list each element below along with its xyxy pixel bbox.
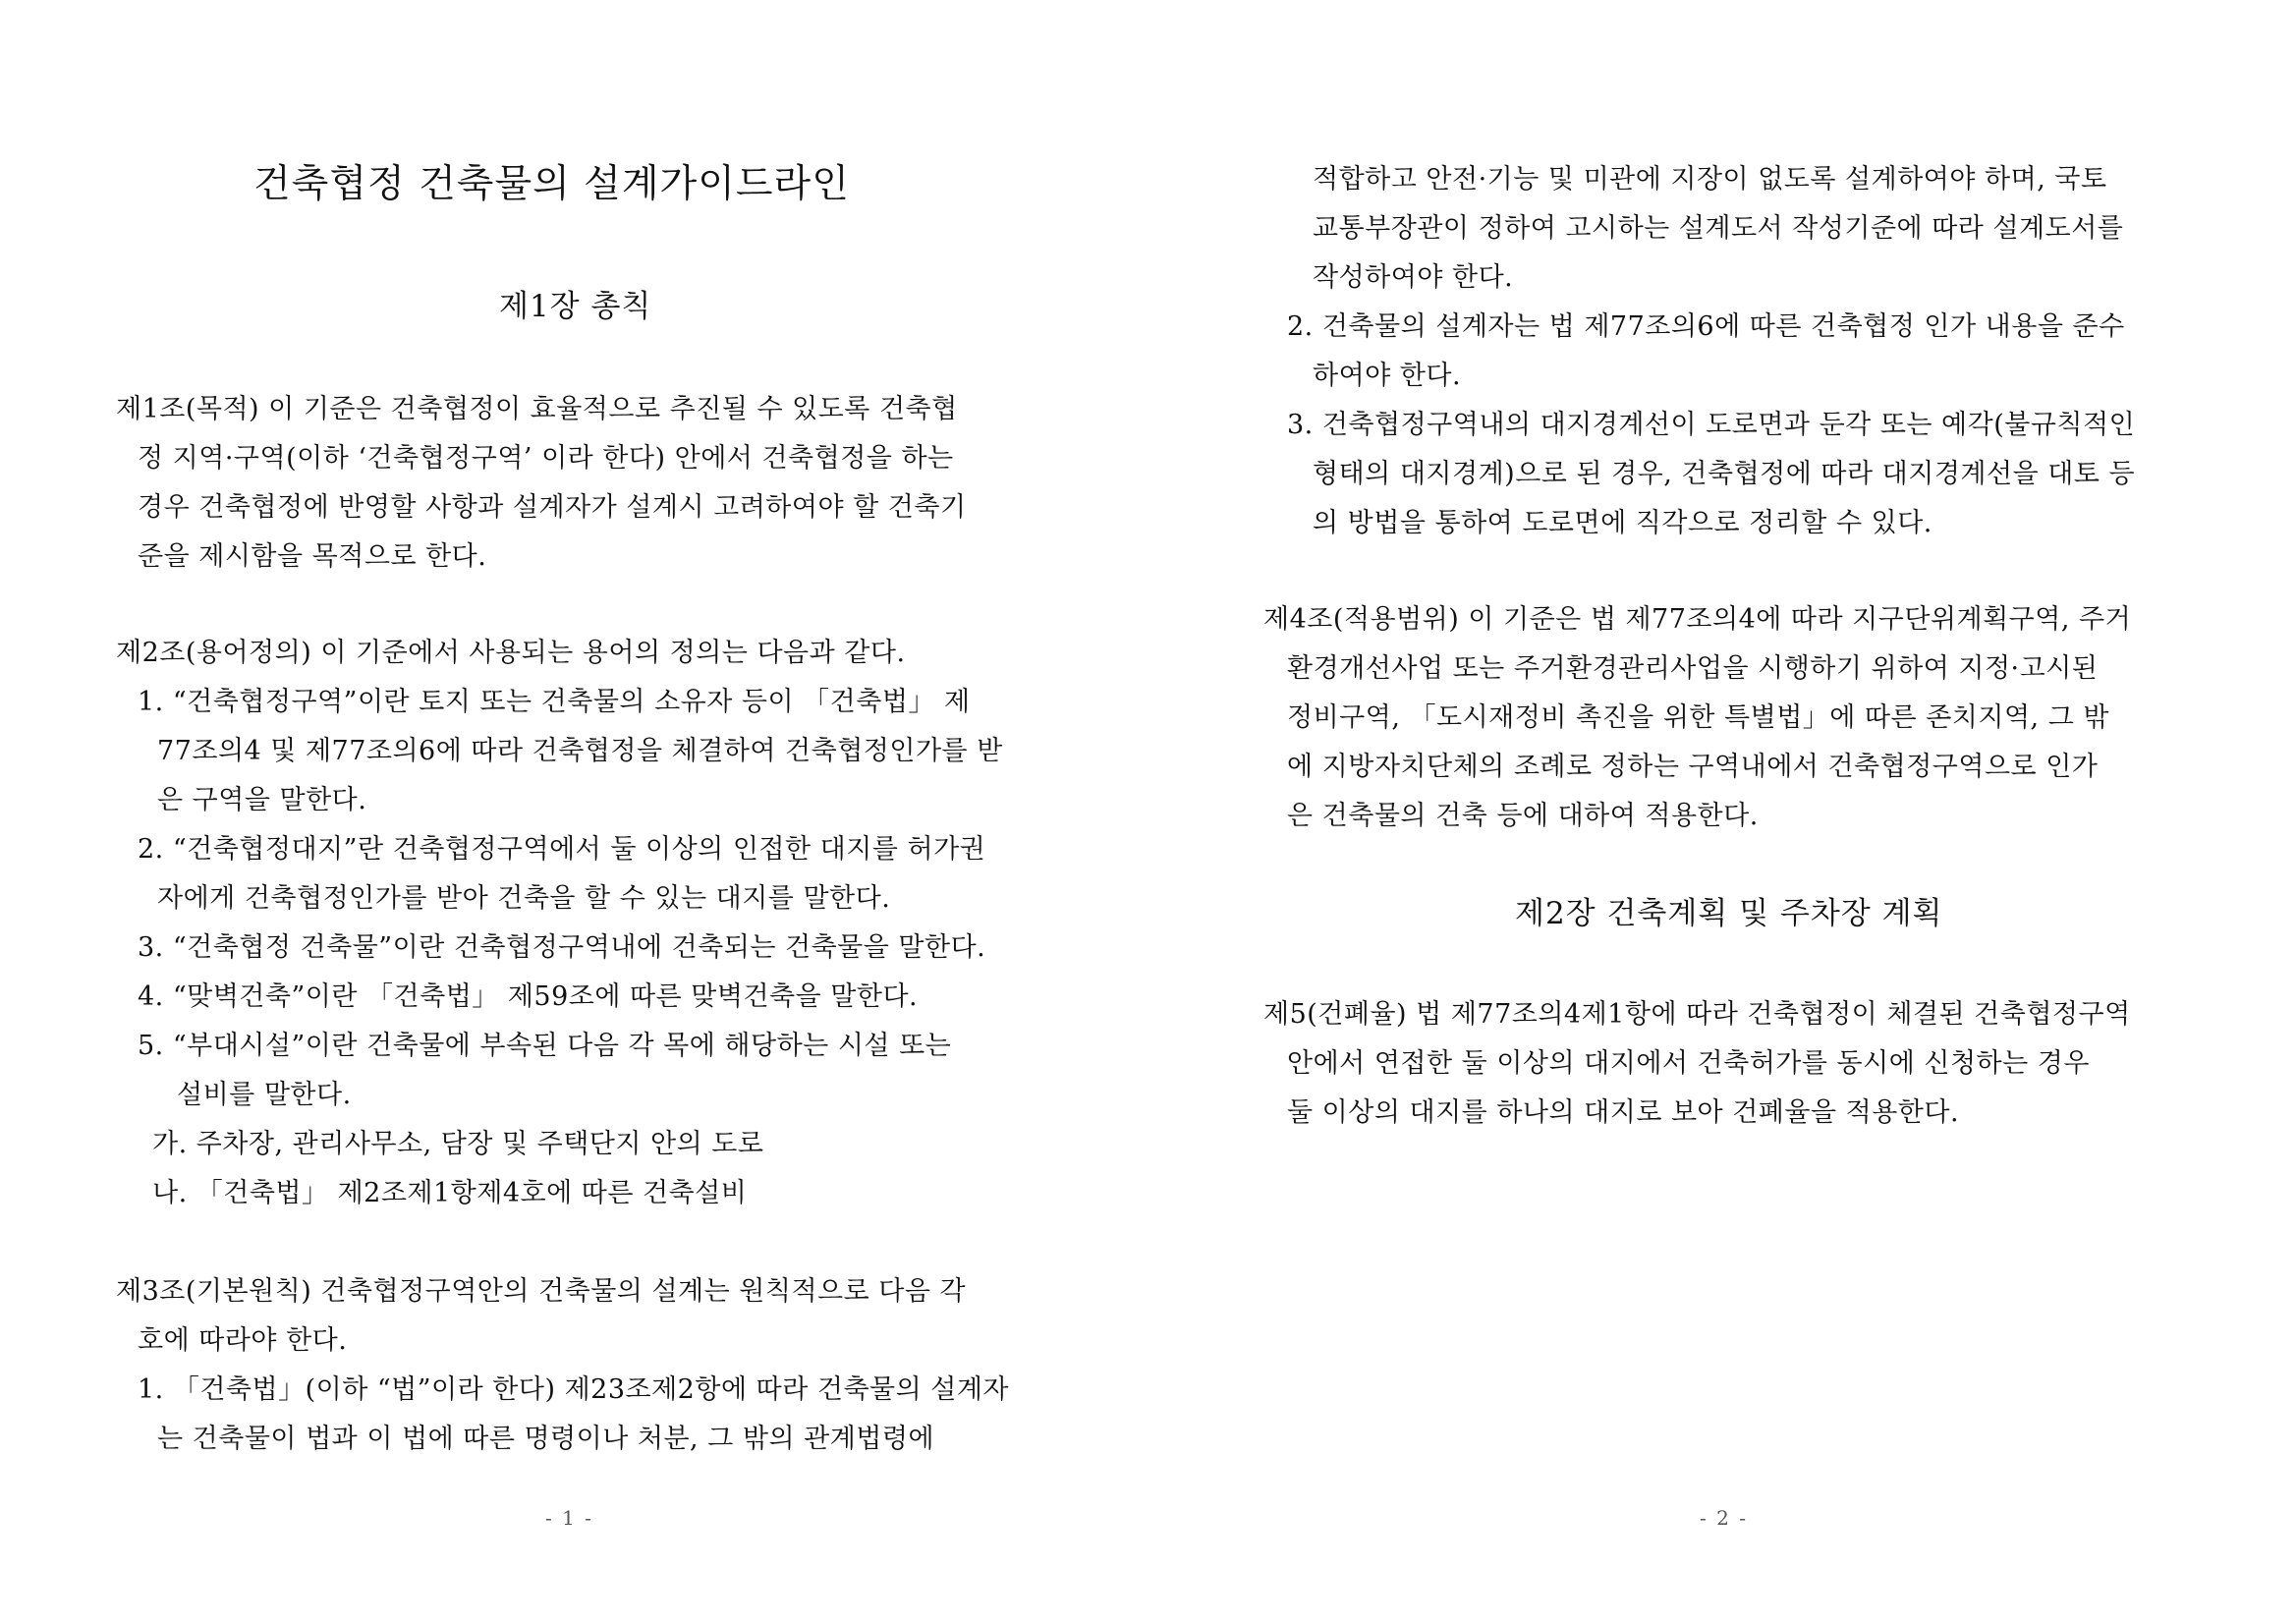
article-4-line-2: 환경개선사업 또는 주거환경관리사업을 시행하기 위하여 지정·고시된 — [1287, 653, 2099, 684]
article-5-line-3: 둘 이상의 대지를 하나의 대지로 보아 건폐율을 적용한다. — [1287, 1097, 1960, 1128]
page-2 — [1149, 0, 2296, 1624]
article-4-line-5: 은 건축물의 건축 등에 대하여 적용한다. — [1287, 801, 1759, 831]
article-3-line-1: 제3조(기본원칙) 건축협정구역안의 건축물의 설계는 원칙적으로 다음 각 — [116, 1276, 967, 1307]
article-1-line-2: 정 지역·구역(이하 ‘건축협정구역’ 이라 한다) 안에서 건축협정을 하는 — [138, 443, 954, 474]
article-1-line-4: 준을 제시함을 목적으로 한다. — [138, 541, 487, 572]
chapter-2-heading: 제2장 건축계획 및 주차장 계획 — [1515, 896, 1943, 931]
article-2-subitem-ga: 가. 주차장, 관리사무소, 담장 및 주택단지 안의 도로 — [152, 1129, 764, 1159]
article-3-item-3-line-2: 형태의 대지경계)으로 된 경우, 건축협정에 따라 대지경계선을 대토 등 — [1313, 459, 2136, 489]
article-2-item-1-line-3: 은 구역을 말한다. — [157, 785, 367, 815]
page-number: - 1 - — [545, 1506, 593, 1530]
chapter-1-heading: 제1장 총칙 — [499, 289, 652, 324]
article-4-line-1: 제4조(적용범위) 이 기준은 법 제77조의4에 따라 지구단위계획구역, 주거 — [1263, 604, 2132, 635]
article-5-line-2: 안에서 연접한 둘 이상의 대지에서 건축허가를 동시에 신청하는 경우 — [1287, 1048, 2090, 1079]
article-4-line-3: 정비구역, 「도시재정비 촉진을 위한 특별법」에 따른 존치지역, 그 밖 — [1287, 702, 2109, 733]
article-3-item-3-line-1: 3. 건축협정구역내의 대지경계선이 도로면과 둔각 또는 예각(불규칙적인 — [1287, 410, 2136, 440]
article-2-item-5-line-2: 설비를 말한다. — [177, 1080, 352, 1110]
article-5-line-1: 제5(건폐율) 법 제77조의4제1항에 따라 건축협정이 체결된 건축협정구역 — [1263, 999, 2131, 1030]
document-title: 건축협정 건축물의 설계가이드라인 — [253, 162, 850, 206]
article-2-item-4: 4. “맞벽건축”이란 「건축법」 제59조에 따른 맞벽건축을 말한다. — [138, 981, 919, 1012]
article-3-item-1-line-2: 는 건축물이 법과 이 법에 따른 명령이나 처분, 그 밖의 관계법령에 — [157, 1424, 935, 1454]
page-number: - 2 - — [1700, 1506, 1748, 1530]
article-2-item-2-line-2: 자에게 건축협정인가를 받아 건축을 할 수 있는 대지를 말한다. — [157, 883, 891, 914]
article-2-item-1-line-1: 1. “건축협정구역”이란 토지 또는 건축물의 소유자 등이 「건축법」 제 — [138, 687, 971, 717]
article-3-item-2-line-2: 하여야 한다. — [1313, 361, 1462, 391]
article-2-subitem-na: 나. 「건축법」 제2조제1항제4호에 따른 건축설비 — [152, 1178, 748, 1208]
article-3-item-1-line-3: 적합하고 안전·기능 및 미관에 지장이 없도록 설계하여야 하며, 국토 — [1313, 164, 2107, 195]
article-3-item-1-line-4: 교통부장관이 정하여 고시하는 설계도서 작성기준에 따라 설계도서를 — [1313, 213, 2124, 244]
article-2-item-2-line-1: 2. “건축협정대지”란 건축협정구역에서 둘 이상의 인접한 대지를 허가권 — [138, 834, 986, 865]
article-2-item-1-line-2: 77조의4 및 제77조의6에 따라 건축협정을 체결하여 건축협정인가를 받 — [157, 736, 1003, 766]
article-2-line-1: 제2조(용어정의) 이 기준에서 사용되는 용어의 정의는 다음과 같다. — [116, 638, 906, 668]
article-2-item-3: 3. “건축협정 건축물”이란 건축협정구역내에 건축되는 건축물을 말한다. — [138, 932, 986, 963]
article-3-item-3-line-3: 의 방법을 통하여 도로면에 직각으로 정리할 수 있다. — [1313, 508, 1932, 538]
article-3-line-2: 호에 따라야 한다. — [138, 1325, 348, 1356]
article-2-item-5-line-1: 5. “부대시설”이란 건축물에 부속된 다음 각 목에 해당하는 시설 또는 — [138, 1031, 952, 1061]
article-3-item-1-line-5: 작성하여야 한다. — [1313, 262, 1514, 293]
article-1-line-1: 제1조(목적) 이 기준은 건축협정이 효율적으로 추진될 수 있도록 건축협 — [116, 394, 958, 424]
article-3-item-1-line-1: 1. 「건축법」(이하 “법”이라 한다) 제23조제2항에 따라 건축물의 설계자 — [138, 1374, 1010, 1405]
article-1-line-3: 경우 건축협정에 반영할 사항과 설계자가 설계시 고려하여야 할 건축기 — [138, 492, 967, 523]
article-4-line-4: 에 지방자치단체의 조례로 정하는 구역내에서 건축협정구역으로 인가 — [1287, 752, 2099, 782]
article-3-item-2-line-1: 2. 건축물의 설계자는 법 제77조의6에 따른 건축협정 인가 내용을 준수 — [1287, 311, 2125, 342]
